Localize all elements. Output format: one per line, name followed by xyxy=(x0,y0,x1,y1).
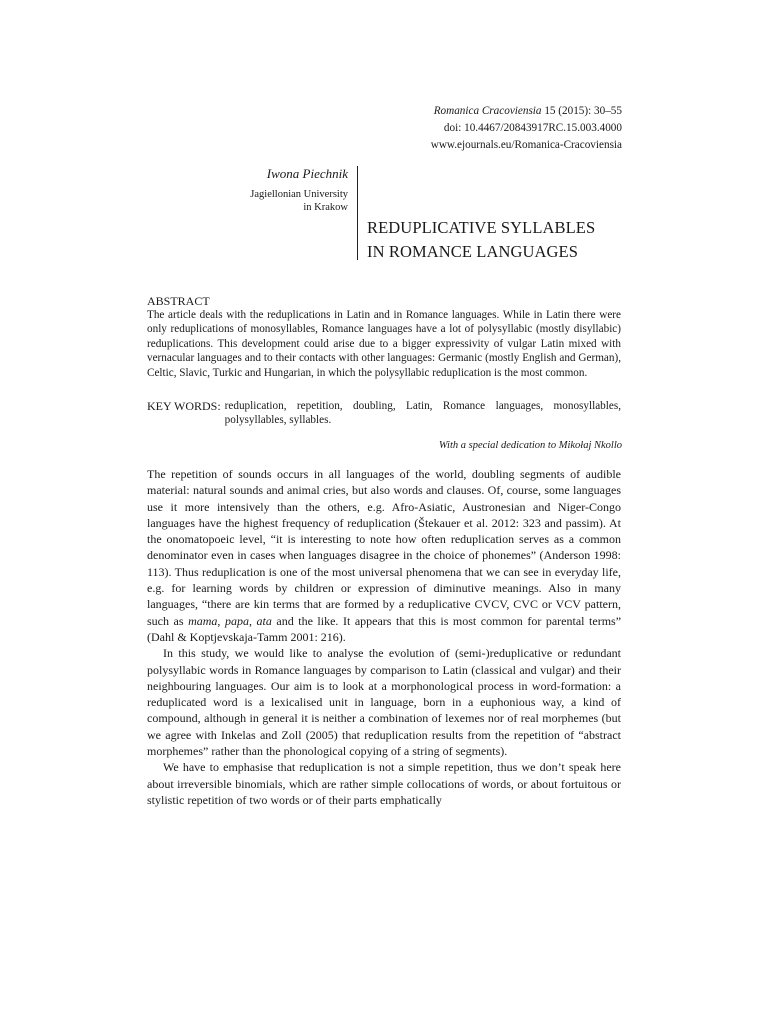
example-ata: ata xyxy=(256,613,272,628)
abstract-heading: ABSTRACT xyxy=(147,294,210,308)
paragraph-1-part-b: and the like. It appears that this is most common for parental terms” (Dahl & Koptjevskaja-Tamm 2001: 216). xyxy=(147,613,622,644)
paragraph-1 xyxy=(147,466,621,645)
keywords xyxy=(147,399,621,428)
journal-citation xyxy=(431,103,622,120)
paragraph-1-part-a: The repetition of sounds occurs in all languages of the world, doubling segments of audible material: natural sounds and animal cries, but also words and clauses. Of, course, some languages use it more intensively than the others, e.g. Afro-Asiatic, Austronesian and Niger-Congo languages have the highest frequency of reduplication (Štekauer et al. 2012: 323 and passim). At the onomatopoeic level, “it is interesting to note how often reduplication serves as a common denominator even in cases when languages disagree in the choice of phonemes” (Anderson 1998: 113). Thus reduplication is one of the most universal phenomena that we can see in everyday life, e.g. for learning words by children or expression of diminutive meanings. Also in many languages, “there are kin terms that are formed by a reduplicative CVCV, CVC or VCV pattern, such as xyxy=(147,467,621,628)
author-affiliation-line2: in Krakow xyxy=(303,202,348,213)
journal-name: Romanica Cracoviensia xyxy=(433,105,542,117)
title-line-2: IN ROMANCE LANGUAGES xyxy=(367,242,578,261)
keywords-label: KEY WORDS: xyxy=(147,399,221,413)
example-papa: papa xyxy=(224,613,249,628)
author-affiliation-line1: Jagiellonian University xyxy=(250,189,348,200)
keywords-text: reduplication, repetition, doubling, Latin, Romance languages, monosyllables, polysyllables, syllables. xyxy=(224,400,621,427)
example-separator: , xyxy=(217,613,225,628)
journal-url: www.ejournals.eu/Romanica-Cracoviensia xyxy=(430,139,622,151)
paragraph-3: We have to emphasise that reduplication is not a simple repetition, thus we don’t speak here about irreversible binomials, which are rather simple collocations of words, or about fortuitous or stylistic repetition of two words or of their parts emphatically xyxy=(147,760,621,807)
example-mama: mama xyxy=(188,613,218,628)
journal-volume: 15 (2015): 30–55 xyxy=(541,105,622,117)
dedication: With a special dedication to Mikołaj Nkollo xyxy=(438,440,622,451)
example-separator: , xyxy=(248,613,257,628)
abstract-text: The article deals with the reduplications in Latin and in Romance languages. While in Latin there were only reduplications of monosyllables, Romance languages have a lot of polysyllabic (mostly disyllabic) reduplications. This development could arise due to a bigger expressivity of vulgar Latin mixed with vernacular languages and to their contacts with other languages: Germanic (mostly English and German), Celtic, Slavic, Turkic and Hungarian, in which the polysyllabic reduplication is the most common. xyxy=(147,309,621,379)
author-block xyxy=(250,166,348,214)
author-name: Iwona Piechnik xyxy=(266,166,348,181)
title-line-1: REDUPLICATIVE SYLLABLES xyxy=(367,218,596,237)
title-divider xyxy=(357,166,358,260)
doi: doi: 10.4467/20843917RC.15.003.4000 xyxy=(443,122,622,134)
paragraph-2: In this study, we would like to analyse the evolution of (semi-)reduplicative or redundant polysyllabic words in Romance languages by comparison to Latin (classical and vulgar) and their neighbouring languages. Our aim is to look at a morphonological process in word-formation: a reduplicated word is a lexicalised unit in language, born in a euphonious way, a kind of compound, although in general it is neither a combination of lexemes nor of real morphemes (but we agree with Inkelas and Zoll (2005) that reduplication results from the repetition of “abstract morphemes” rather than the phonological copying of a string of segments). xyxy=(147,646,621,759)
article-title xyxy=(367,216,595,264)
body-text xyxy=(147,466,621,808)
journal-header xyxy=(431,103,622,154)
